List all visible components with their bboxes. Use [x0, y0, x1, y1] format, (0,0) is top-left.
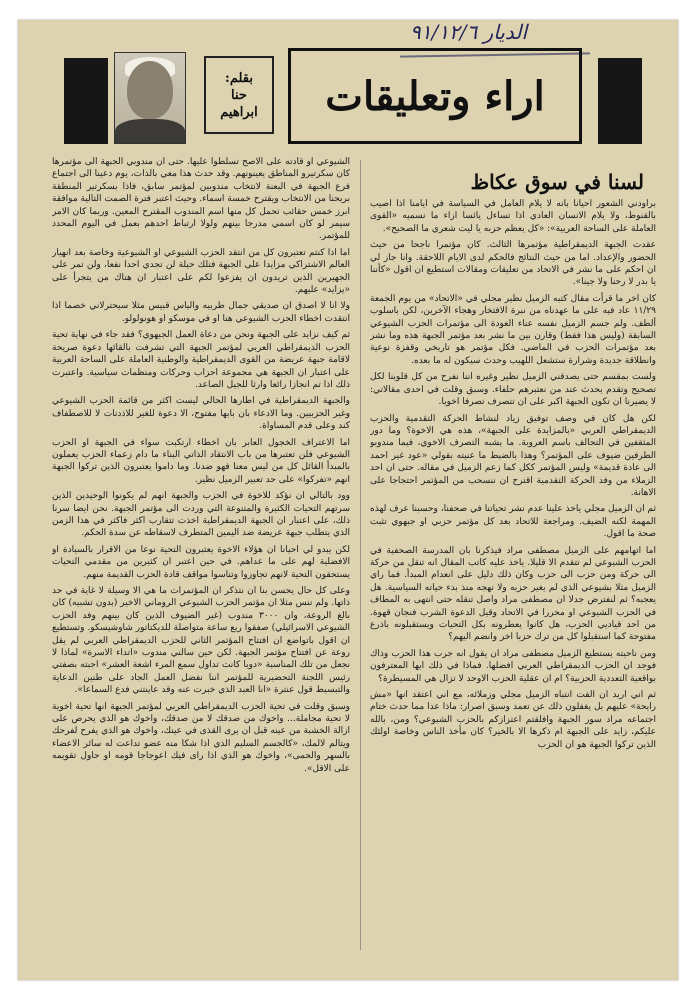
paragraph: ولست بمقسم حتى يصدقني الزميل نظير وغيره اننا نفرح من كل قلوبنا لكل تصحيح وتقدم يحدث عند من نعتبرهم حلفاء. وسبق وقلت في احدى مقالاتي: لا يضيرنا ان تكون الجبهة اكبر على ان تتصرف تصرفا اخويا.: [370, 372, 656, 408]
column-header: [52, 44, 650, 152]
paragraph: براودني الشعور احيانا بانه لا يلام العامل في السياسة في ايامنا اذا اصيب بالقنوط، ولا يلام الانسان العادي اذا تساءل يائسا ازاء ما نسميه «القوى العاملة على الساحة العربية»: «كل يعظم حزبه يا ليت شعري ما الصحيح».: [370, 199, 656, 234]
paragraph: اما اتهامهم على الزميل مصطفى مراد فيذكرنا بان المدرسة الصحفية في الحزب الشيوعي لم تتقدم الا قليلا. ياخذ عليه كاتب المقال انه تنقل من حركة الى حركة ومن حزب الى حزب وكان ذلك دليل على انعدام المبدأ. فما راي الزميل مثلا بشيوعي الذي لم يغير حزبه ولا نهجه منذ بدء حياته السياسية. هل يعجبه؟ ثم لنفترض جدلا ان مصطفى مراد واصل تنقله حتى انتهى به المطاف في الحزب الشيوعي او محررا في الاتحاد وقيل الدعوة الشرب فنجان قهوة. من احد قياديي الحزب، هل كانوا يعطرونه بكل التحيات ويستقبلونه باذرع مفتوحة كما استقبلوا كل من ترك حزبا اخر وانضم اليهم؟: [370, 545, 656, 643]
paragraph: كان اخر ما قرأت مقال كتبه الزميل نظير مجلي في «الاتحاد» من يوم الجمعة ١١/٢٩ عاد فيه على ما عهدناه من نبرة الافتخار وهجاء الآخرين، لكن باسلوب ألطف. ولم جسم الزميل نفسه عناء العودة الى مؤتمرات الحزب الشيوعي السابقة (وليس هذا فقط) وقارن بين ما نشر بعد مؤتمر الجبهة هذه وما نشر بعد مؤتمرات الحزب في الماضي. فكل مؤتمر هو تاريخي وقفزة نوعية وانطلاقة جديدة وشرارة ستشعل اللهيب وحدث سيكون له ما بعده.: [370, 293, 656, 366]
column-divider: [360, 160, 361, 950]
paragraph: اما اذا كنتم تعتبرون كل من انتقد الحزب الشيوعي او الشيوعية وخاصة بعد انهيار العالم الاشتراكي مزايدا على الجبهة فتلك حيلة لن تجدي احدا نفعا، ولن تمر على الجهيرين الذين تريدون ان يفزعوا لكم على اعتبار ان هناك من يتجرأ على «يزايد» عليهم.: [52, 247, 350, 296]
paragraph: ومن ناحيته يستطيع الزميل مصطفى مراد ان يقول انه جرب هذا الحزب وذاك فوجد ان الحزب الديمقراطي العربي افضلها. فماذا في ذلك ايها المعترفون بواقعية التعددية الحزبية؟ ام ان عقلية الحزب الاوحد لا تزال هي المسيطرة؟: [370, 648, 656, 684]
paragraph: ثم كيف نزايد على الجبهة ونحن من دعاة العمل الجبهوي؟ فقد جاء في نهاية تحية الحزب الديمقراطي العربي لمؤتمر الجبهة التي تشرفت بالقائها دعوة صريحة لاقامة جبهة عريضة من القوى الديمقراطية والوطنية العاملة على الساحة العربية على اعتبار ان الجبهة هي مجموعة احزاب وحركات ومنظمات سياسية. واعتبرت ذلك اذا تم انجازا رائعا وارثا للجيل الصاعد.: [52, 330, 350, 390]
paragraph: الشيوعي او قادته على الاصح تسلطوا عليها. حتى ان مندوبي الجبهة الى مؤتمرها كان سكرتيرو المناطق يعينونهم. وقد حدث هذا معي بالذات، يوم دعينا الى اجتماع فرع الجبهة في البعنة لانتخاب مندوبين لمؤتمر سابق، فاذا بسكرتير المنطقة بريحنا من الانتخاب ويقترح خمسة اسماء. وحيث اعتبر فترة الصمت التالية موافقة ابرز خمس حقائب تحمل كل منها اسم المندوب المقترح المعين. وربما كان الامر سيمر لو كان اسمي مدرجا بينهم ولولا ارتباط احدهم بعمل في اليوم المحدد للمؤتمر.: [52, 157, 350, 242]
author-photo: [114, 52, 186, 144]
article-right-column: [370, 198, 656, 950]
paragraph: وعلى كل حال يحسن بنا ان نتذكر ان المؤتمرات ما هي الا وسيلة لا غاية في حد ذاتها. ولم ننس مثلا ان مؤتمر الحزب الشيوعي الروماني الاخير (بدون تشبيه) كان بالغ الروعة، وان ٣٠٠٠ مندوب (غير الضيوف الذين كان بينهم وفد الحزب الشيوعي الاسرائيلي) صفقوا ربع ساعة متواصلة للديكتاتور شاوشيسكو. وتستطيع ان اقول باتواضع ان افتتاح المؤتمر الثاني للحزب الديمقراطي العربي لم يقل روعة عن افتتاح مؤتمر الجبهة. لكن حين سالني مندوب «اتداء الاسرة» لماذا لا نجعل من تلك المناسبة «دوبا كانت تداول سمع المرء اشعة العشر» اجبته بصفتي رئيس اللجنة التحضيرية للمؤتمر اننا نفضل العمل الجاد على طنين الدعاية والتبسيط قول عنترة «انا العبد الذي خبرت عنه وقد عاينتني فدع السماعا».: [52, 586, 350, 696]
section-masthead: [288, 48, 582, 144]
paragraph: ثم اني اريد ان الفت انتباه الزميل مجلي وزملائه، مع اني اعتقد انها «مش رايحة» عليهم بل يغفلون ذلك عن تعمد وسبق اصرار: ماذا عدا مما حدث ختام اجتماعه مراد سور الجبهة وافلقتم اعتزازكم بالحزب الشيوعي؟ ومن، بالله عليكم، زايد على الجبهة ام ذكرها الا بالخير؟ كان مأخذ الناس وخاصة اولئك الذين تركوا الجبهة هو ان الحزب: [370, 690, 656, 750]
paragraph: والجبهة الديمقراطية في اطارها الحالي ليست اكثر من قائمة الحزب الشيوعي وغير الحزبيين. وما الادعاء بان بابها مفتوح، الا دعوة للغير للاذدنات لا للاصطفاف كند وعلى قدم المساواة.: [52, 396, 350, 432]
paragraph: لكن يبدو لي احيانا ان هؤلاء الاخوة يعتبرون التحية نوعا من الاقرار بالسيادة او الافضلية لهم على ما عداهم. في حين اعتبر ان كثيرين من مقدمي التحيات يستحقون التحية لانهم تجاوزوا وتناسوا مواقف قادة الحزب القديمة منهم.: [52, 544, 350, 580]
paragraph: عقدت الجبهة الديمقراطية مؤتمرها الثالث. كان مؤتمرا ناجحا من حيث الحضور والإعداد. اما من حيث النتائج فالحكم لدى الايام اللاحقة. وانا جاز لي ان احكم على ما نشر في الاتحاد من تعليقات ومقالات استطيع ان اقول «كأننا يا بدر لا رحنا ولا جينا».: [370, 240, 656, 288]
byline-prefix: بقلم:: [225, 70, 253, 86]
paragraph: اما الاعتراف الخجول العابر بان اخطاء ارتكبت سواء في الجبهة او الحزب الشيوعي فلن تعتبرها من باب الانتقاد الذاتي البناء ما دام زعماء الحزب يعملون بالمبدأ القائل كل من ليس معنا فهو ضدنا. وما داموا يعتبرون الذين تركوا الجبهة انهم «تفركوا» على حد تعبير الزميل نظير.: [52, 437, 350, 485]
header-black-block-right: [598, 58, 642, 144]
byline-last-name: ابراهيم: [220, 104, 258, 120]
paragraph: لكن هل كان في وصف توفيق زياد لنشاط الحركة التقدمية والحزب الديمقراطي العربي «بالمزايدة على الجبهة»، هذه هي الاخوة؟ وما دور المثقفين في التحالف باسم العروبة. ما يشبه التصرف الاخوي، فيما مندوبو الطرفين ضيوف على المؤتمر؟ وهذا بالضبط ما عنيته بقولي «عود غير احمد الى عادة قديمة» وليس المؤتمر ككل كما زعم الزميل في مقاله. حتى ان احد الزملاء من وفد الحركة التقدمية اقترح ان ننسحب من المؤتمر احتجاجا على الاهانة.: [370, 413, 656, 498]
paragraph: وسبق وقلت في تحية الحزب الديمقراطي العربي لمؤتمر الجبهة انها تحية اخوية لا تحية مجاملة... واخوك من صدقك لا من صدقك، واخوك هو الذي يحرص على ازالة الخشبة من عينه قبل ان يرى القذى في عينك، واخوك هو الذي يفرح لفرحك ويتالم لالمك، «كالجسم السليم الذي اذا شكا منه عضو تداعت له سائر الاعضاء بالسهر والحمى»، واخوك هو الذي اذا راى فيك اعوجاجا قومه او حاول تقويمه على الاقل».: [52, 701, 350, 774]
author-byline: [204, 56, 274, 134]
masthead-title: اراء وتعليقات: [325, 72, 545, 120]
byline-first-name: حنا: [231, 87, 247, 103]
paragraph: ثم ان الزميل مجلي ياخذ علينا عدم نشر تحياتنا في صحفنا، وحسبنا عرف لهذه المهمة لكنه الضيف. ومراجعة للاتحاد بعد كل مؤتمر حزبي او جبهوي تثبت صحة ما اقول.: [370, 504, 656, 540]
header-black-block-left: [64, 58, 108, 144]
handwritten-date-note: الديار ٩١/١٢/٦: [410, 20, 528, 44]
paragraph: ولا انا لا اصدق ان صديقي جمال طربيه والياس قبيس مثلا سيحترلاني خصما اذا انتقدت اخطاء الحزب الشيوعي هنا او في موسكو او هونولولو.: [52, 301, 350, 324]
article-left-column: [52, 156, 350, 950]
paragraph: وود بالتالي ان نؤكد للاخوة في الحزب والجبهة انهم لم يكونوا الوحيدين الذين سرتهم التحيات الكثيرة والمتنوعة التي وردت الى مؤتمر الجبهة. نحن ايضا سرنا ذلك، على اعتبار ان الجبهة الديمقراطية اخذت تتقارب اكثر فاكثر في هذا الزمن الذي يتطلب جبهة عريضة ضد اليمين المتطرف لاسقاطه عن سدة الحكم.: [52, 491, 350, 539]
article-subtitle: لسنا في سوق عكاظ: [470, 170, 644, 194]
